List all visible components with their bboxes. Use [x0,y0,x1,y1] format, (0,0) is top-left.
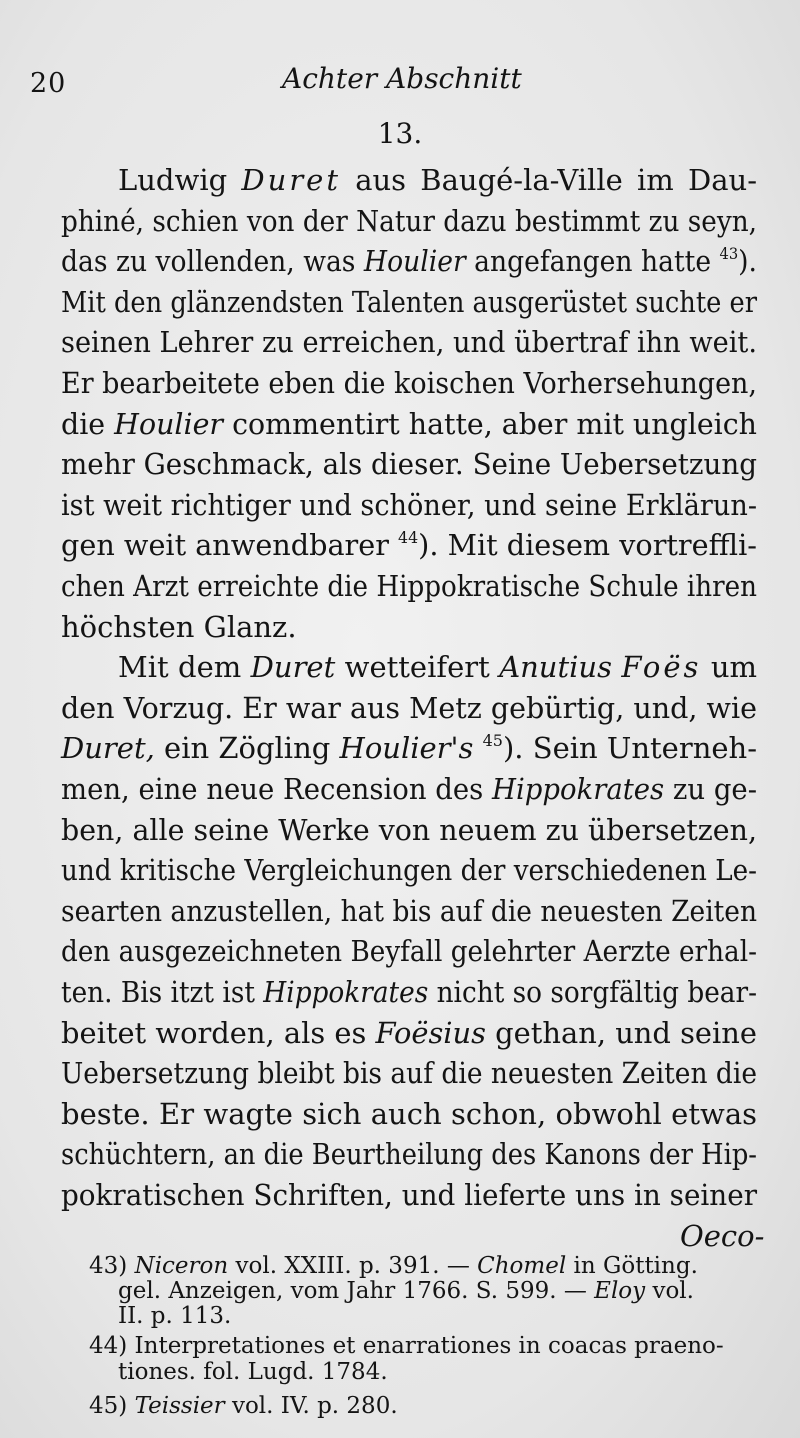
text-line [61,483,757,527]
text-line [61,1173,757,1217]
text-run: ). Sein Unterneh- [502,731,757,766]
italic-text: Duret [250,650,336,685]
text-run: den Vorzug. Er war aus Metz gebürtig, und, wie [61,690,757,725]
text-run: angefangen hatte [465,244,720,279]
text-line [61,442,757,486]
italic-text: Duret [241,163,341,197]
footnote-line [89,1392,398,1420]
text-line [61,564,757,608]
footnote-line [89,1332,724,1360]
text-run: searten anzustellen, hat bis auf die neuesten Zeiten [61,893,757,928]
italic-text: Eloy [594,1278,646,1304]
text-run: ben, alle seine Werke von neuem zu übersetzen, [61,812,757,847]
text-line [61,970,757,1014]
footnote-line [118,1358,388,1386]
text-line [61,523,757,567]
italic-text: Duret, [61,731,155,766]
text-run: chen Arzt erreichte die Hippokratische Schule ihren [61,569,757,603]
italic-text: Chomel [477,1253,567,1279]
text-run: und kritische Vergleichungen der verschiedenen Le- [61,853,757,888]
text-line [61,605,297,649]
text-run: Er bearbeitete eben die koischen Vorhersehungen, [61,366,757,400]
text-run: höchsten Glanz. [61,609,297,644]
text-run: wetteifert [335,650,500,685]
text-line [61,199,757,243]
text-run: seinen Lehrer zu erreichen, und übertraf ihn weit. [61,325,757,360]
text-run: men, eine neue Recension des [61,772,493,806]
text-run: zu ge- [664,772,757,806]
text-line [61,361,757,405]
text-run: die [61,406,115,441]
text-run: vol. IV. p. 280. [224,1393,398,1419]
text-line [61,1051,757,1095]
footnote-line [118,1277,694,1305]
italic-text: Houlier's [339,731,474,766]
text-line [61,280,757,324]
text-run: vol. [645,1278,694,1304]
text-run: II. p. 113. [118,1303,232,1329]
text-run: 43) [89,1253,135,1279]
text-line [61,929,757,973]
text-run: um [701,650,758,685]
text-line [61,1132,757,1176]
text-run: in Götting. [566,1253,698,1279]
text-run: ). Mit diesem vortreffli- [418,528,757,563]
italic-text: Houlier [363,244,466,279]
page-number: 20 [30,68,67,99]
text-run: mehr Geschmack, als dieser. Seine Uebersetzung [61,447,757,482]
text-line [61,686,757,730]
italic-text: Teissier [134,1393,225,1419]
italic-text: Foës [621,650,702,685]
text-line [61,726,757,770]
text-run: tiones. fol. Lugd. 1784. [118,1359,388,1385]
italic-text: Anutius [499,650,612,685]
text-run: commentirt hatte, aber mit ungleich [223,406,757,441]
text-run: das zu vollenden, was [61,244,364,279]
text-line [61,808,757,852]
text-run: Mit den glänzendsten Talenten ausgerüstet suchte er [61,284,757,319]
text-run: ten. Bis itzt ist [61,975,264,1009]
italic-text: Hippokrates [263,975,429,1009]
italic-text: Houlier [114,406,224,441]
text-run: Ludwig [118,163,242,197]
text-run: schüchtern, an die Beurtheilung des Kanons der Hip- [61,1137,757,1172]
footnote-ref: 45 [482,731,503,751]
text-run [473,731,482,765]
text-line [61,848,757,892]
footnote-line [89,1252,698,1280]
text-run: pokratischen Schriften, und lieferte uns in seiner [61,1178,757,1212]
text-run: beitet worden, als es [61,1015,376,1050]
text-run: gel. Anzeigen, vom Jahr 1766. S. 599. — [118,1278,595,1304]
running-title: Achter Abschnitt [282,62,522,95]
text-run: Mit dem [118,650,251,685]
text-line [61,767,757,811]
text-line [61,1011,757,1055]
text-run: den ausgezeichneten Beyfall gelehrter Aerzte erhal- [61,934,757,969]
text-run: vol. XXIII. p. 391. — [228,1253,478,1279]
footnote-ref: 44 [398,528,419,548]
text-run: beste. Er wagte sich auch schon, obwohl etwas [61,1096,757,1131]
text-line [61,889,757,933]
italic-text: Niceron [134,1253,229,1279]
text-run: ist weit richtiger und schöner, und seine Erklärun- [61,487,757,522]
text-line [118,158,757,202]
section-number: 13. [377,117,423,150]
text-line [680,1214,764,1258]
text-line [118,645,757,689]
page-header [30,62,760,102]
footnote-line [118,1302,231,1330]
italic-text: Foësius [375,1015,486,1050]
footnote-ref: 43 [719,244,739,264]
italic-text: Hippokrates [492,772,665,806]
text-run: aus Baugé-la-Ville im Dau- [341,163,757,197]
text-run: ). [738,244,757,279]
text-run: phiné, schien von der Natur dazu bestimmt zu seyn, [61,203,757,238]
text-line [61,239,757,283]
text-line [61,402,757,446]
text-line [61,320,757,364]
text-run: gen weit anwendbarer [61,528,399,563]
text-line [61,1092,757,1136]
text-run: gethan, und seine [485,1015,757,1050]
text-run: nicht so sorgfältig bear- [428,975,757,1009]
italic-text: Oeco- [680,1218,765,1253]
text-run: 45) [89,1393,135,1419]
text-run: ein Zögling [154,731,340,766]
text-run: Uebersetzung bleibt bis auf die neuesten Zeiten die [61,1056,757,1091]
text-run [612,650,621,684]
text-run: 44) Interpretationes et enarrationes in coacas praeno- [89,1333,724,1359]
